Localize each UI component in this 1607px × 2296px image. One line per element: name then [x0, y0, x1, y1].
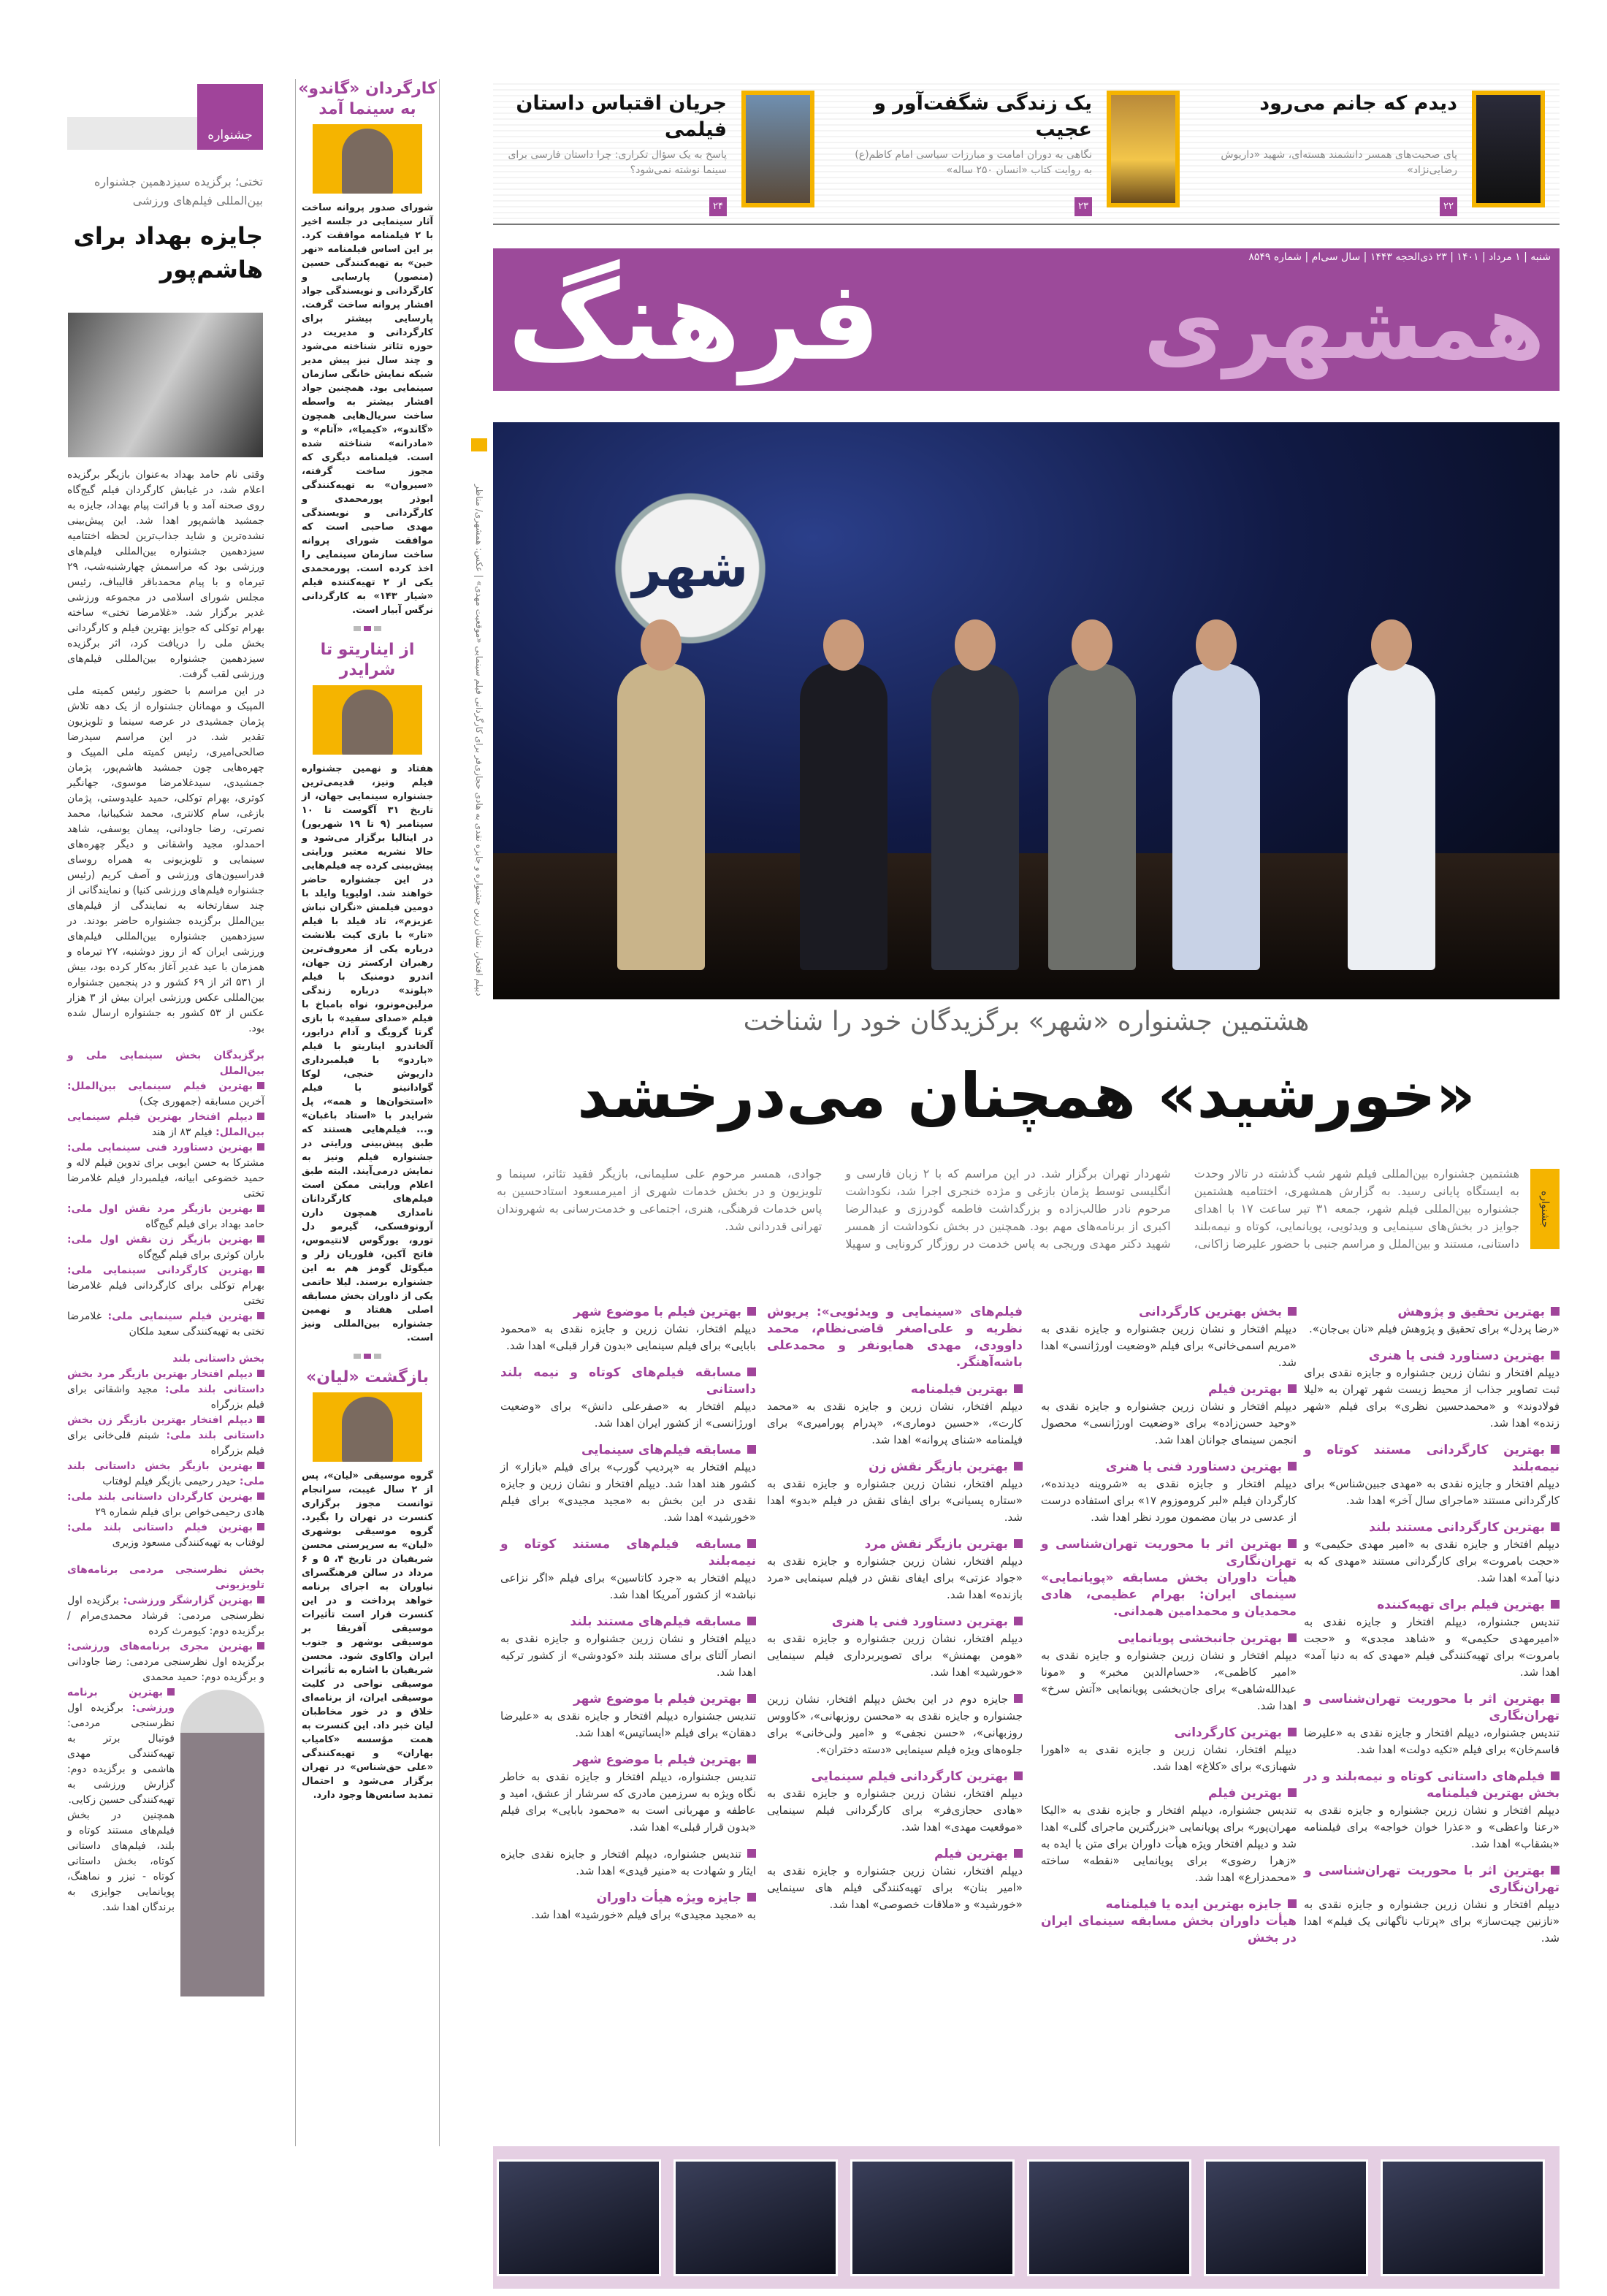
- award-category-label: بهترین بازیگر نقش زن: [869, 1460, 1008, 1474]
- award-text: «رضا پردل» برای تحقیق و پژوهش فیلم «نان بی‌جان».: [1309, 1322, 1560, 1335]
- bullet-square-icon: [1288, 1899, 1297, 1908]
- award-category-label: بهترین کارگردانی: [1174, 1725, 1282, 1740]
- award-text-body: جایزه دوم در این بخش دیپلم افتخار، نشان زرین جشنواره و جایزه نقدی به «محسن روزبهانی»، «کاووس روزبهانی»، «حسن نجفی» و «امیر ولی‌خانی» برای جلوه‌های ویژه فیلم سینمایی «دسته دختران».: [767, 1693, 1023, 1756]
- winner-entry: [67, 1459, 264, 1490]
- award-category-label: بهترین فیلم برای تهیه‌کننده: [1377, 1598, 1545, 1612]
- person-figure: [342, 129, 393, 194]
- winner-entry: [67, 1490, 264, 1520]
- award-text: دیپلم افتخار، نشان زرین جشنواره و جایزه نقدی به «هادی حجازی‌فر» برای کارگردانی فیلم سینمایی «موقعیت مهدی» اهدا شد.: [767, 1787, 1023, 1834]
- teaser-desc: پای صحبت‌های همسر دانشمند هسته‌ای، شهید «داریوش رضایی‌نژاد»: [1221, 149, 1457, 176]
- teaser-title: جریان اقتباس داستان فیلمی: [516, 92, 727, 141]
- award-category-label: فیلم‌های داستانی کوتاه و نیمه‌بلند و در بخش بهترین فیلمنامه: [1304, 1769, 1560, 1801]
- awards-column: [500, 1304, 756, 1934]
- sidebar-story: [296, 79, 439, 617]
- sidebar-story-photo: [313, 1392, 422, 1462]
- sidebar: [296, 79, 439, 1802]
- award-category-label: مسابقه فیلم‌های مستند کوتاه و نیمه‌بلند: [500, 1537, 756, 1568]
- logo-hamshahri: همشهری: [1143, 278, 1545, 379]
- award-category: [1041, 1304, 1297, 1321]
- award-text: دیپلم افتخار و نشان زرین جشنواره و جایزه نقدی به «امیر کاظمی»، «حسام‌الدین مخبر» و «مونا عبدالله‌شاهی» برای جان‌بخشی پویانمایی «آتش سرخ» اهدا شد.: [1041, 1649, 1297, 1712]
- ceremony-photo: [1204, 2159, 1368, 2276]
- award-item: [1304, 1304, 1560, 1338]
- person-figure: [931, 663, 1019, 970]
- bullet-square-icon: [1014, 1849, 1023, 1858]
- award-text: دیپلم افتخار و نشان زرین جشنواره و جایزه نقدی به «نازنین چیت‌ساز» برای «پرتاب ناگهانی یک فیلم» اهدا شد.: [1304, 1898, 1560, 1945]
- award-category-label: بهترین تحقیق و پژوهش: [1397, 1305, 1545, 1319]
- bullet-square-icon: [1551, 1694, 1560, 1703]
- jury-text: فیلم‌های «سینمایی و ویدئویی»: پریوش نظریه و علی‌اصغر قاضی‌نظام، محمد داوودی، مهدی همایونفر و محمدعلی باشه‌آهنگر.: [767, 1305, 1023, 1370]
- page-number-badge: ۲۳: [1074, 197, 1092, 216]
- awards-column: [1041, 1304, 1297, 1957]
- award-item: [500, 1890, 756, 1923]
- winner-category: دیپلم افتخار بهترین فیلم سینمایی بین‌الملل:: [67, 1111, 264, 1138]
- award-item: [500, 1365, 756, 1432]
- person-figure: [617, 663, 705, 970]
- award-category-label: بهترین کارگردانی مستند بلند: [1369, 1520, 1545, 1535]
- bullet-square-icon: [1014, 1771, 1023, 1780]
- award-text: دیپلم افتخار، نشان زرین و جایزه نقدی به «محمد کارت»، «حسین دوماری»، «پدرام پورامیری» برای فیلمنامه «شنای پروانه» اهدا شد.: [767, 1400, 1023, 1446]
- main-photo: [493, 422, 1560, 999]
- bullet-square-icon: [1551, 1307, 1560, 1316]
- winner-category: بهترین بازیگر زن نقش اول ملی:: [67, 1234, 264, 1246]
- winner-name: باران کوثری برای فیلم گیج‌گاه: [138, 1249, 264, 1261]
- bullet-square-icon: [1551, 1866, 1560, 1874]
- award-category-label: بهترین دستاورد فنی یا هنری: [1368, 1349, 1545, 1363]
- sidebar-story-photo: [313, 124, 422, 194]
- award-category: [500, 1442, 756, 1459]
- award-item: [500, 1691, 756, 1742]
- award-item: [1304, 1442, 1560, 1509]
- award-category-label: بخش بهترین کارگردانی: [1139, 1305, 1282, 1319]
- award-category-label: جایزه بهترین ایده یا فیلمنامه: [1105, 1897, 1282, 1912]
- award-category: [1304, 1519, 1560, 1536]
- award-text: دیپلم افتخار به «پردیپ گورب» برای فیلم «بازار» از کشور هند اهدا شد. دیپلم افتخار و نشان زرین و جایزه نقدی در این بخش به «مجید مجیدی» برای فیلم «خورشید» اهدا شد.: [500, 1460, 756, 1524]
- winner-name: مشترکا به حسن ایوبی برای تدوین فیلم لاله و حمید خضوعی ابیانه، فیلمبردار فیلم غلامرضا تختی: [67, 1157, 264, 1200]
- person-figure: [800, 663, 888, 970]
- bullet-square-icon: [1288, 1384, 1297, 1393]
- award-category: [1041, 1459, 1297, 1476]
- portrait-photo: [180, 1690, 264, 1996]
- winner-entry: [67, 1413, 264, 1459]
- teaser-3[interactable]: [478, 91, 814, 216]
- winner-entry: [67, 1202, 264, 1232]
- person-figure: [1172, 663, 1260, 970]
- teaser-photo: [1107, 91, 1180, 207]
- award-item: [767, 1846, 1023, 1913]
- award-category: [1304, 1691, 1560, 1725]
- award-item: [1041, 1304, 1297, 1371]
- sidebar-story-text: شورای صدور پروانه ساخت آثار سینمایی در جلسه اخیر با ۲ فیلمنامه موافقت کرد. بر این اساس فیلمنامه «نهر خین» به تهیه‌کنندگی حسین (منصور) پارسایی و کارگردانی و نویسندگی جواد افشار پروانه ساخت گرفت. پارسایی بیشتر برای کارگردانی و مدیریت در حوزه تئاتر شناخته می‌شود و چند سال نیز پیش مدیر شبکه نمایش خانگی سازمان سینمایی بود. همچنین جواد افشار بیشتر به واسطه ساخت سریال‌هایی همچون «گاندو»، «کیمیا»، «آتام» و «مادرانه» شناخته شده است. فیلمنامه دیگری که مجوز ساخت گرفته، «سیروان» به تهیه‌کنندگی ابوذر پورمحمدی و کارگردانی و نویسندگی مهدی صاحبی است که موافقت شورای پروانه ساخت سازمان سینمایی را اخذ کرده است. پورمحمدی یکی از ۲ تهیه‌کننده فیلم «شیار ۱۴۳» به کارگردانی نرگس آبیار است.: [302, 202, 433, 616]
- story-kicker: هشتمین جشنواره «شهر» برگزیدگان خود را شناخت: [743, 1007, 1310, 1037]
- winner-category: دیپلم افتخار بهترین بازیگر مرد بخش داستانی بلند ملی:: [67, 1368, 265, 1395]
- winner-entry: [67, 1309, 264, 1340]
- teaser-title: یک زندگی شگفت‌آور و عجیب: [874, 92, 1092, 141]
- award-category: [767, 1614, 1023, 1631]
- winner-category: بهترین کارگردان داستانی بلند ملی:: [67, 1491, 264, 1503]
- award-item: [1041, 1459, 1297, 1526]
- teaser-1[interactable]: [1209, 91, 1545, 216]
- awards-column: [767, 1304, 1023, 1923]
- ceremony-photo: [1381, 2159, 1545, 2276]
- award-category: [767, 1769, 1023, 1785]
- award-category: [500, 1752, 756, 1769]
- award-item: [500, 1442, 756, 1526]
- sidebar-story-text: گروه موسیقی «لیان»، پس از ۲ سال غیبت، سرانجام توانست مجوز برگزاری کنسرت در تهران را بگیرد. گروه موسیقی بوشهری «لیان» به سرپرستی محسن شریفیان در تاریخ ۴، ۵ و ۶ مرداد در سالن فرهنگسرای نیاوران به اجرای برنامه خواهد پرداخت و در این کنسرت قرار است تأثیرات موسیقی آفریقا بر موسیقی بوشهر و جنوب ایران واکاوی شود. محسن شریفیان با اشاره به تأثیرات موسیقی نواحی در کلیت موسیقی ایران، از برنامه‌ای خلاق و در خور مخاطبان لیان خبر داد. این کنسرت به همت مؤسسه «کامیاب بهاران» و تهیه‌کنندگی «علی حق‌شناس» در تهران برگزار می‌شود و احتمال تمدید سانس‌ها وجود دارد.: [302, 1471, 434, 1801]
- teaser-photo: [1472, 91, 1545, 207]
- award-item: [1304, 1597, 1560, 1681]
- dot: [354, 1354, 361, 1359]
- award-text: دیپلم افتخار و نشان زرین جشنواره و جایزه نقدی به «مریم اسمی‌خانی» برای فیلم «وضعیت اورژانسی» اهدا شد.: [1041, 1322, 1297, 1369]
- bullet-square-icon: [1014, 1694, 1023, 1703]
- teaser-band: [493, 79, 1560, 225]
- ceremony-photo: [1027, 2159, 1191, 2276]
- winner-name: مجید واشقانی برای فیلم بزرگراه: [67, 1384, 264, 1411]
- page-number-badge: ۲۲: [1440, 197, 1457, 216]
- award-item: [1304, 1519, 1560, 1587]
- bullet-square-icon: [1551, 1445, 1560, 1454]
- winner-entry: [67, 1263, 264, 1309]
- ceremony-photo: [497, 2159, 661, 2276]
- award-text: به «مجید مجیدی» برای فیلم «خورشید» اهدا شد.: [531, 1908, 756, 1921]
- award-category-label: بهترین بازیگر نقش مرد: [864, 1537, 1008, 1552]
- dot: [374, 626, 381, 631]
- award-category-label: بهترین دستاورد فنی یا هنری: [1105, 1460, 1282, 1474]
- sidebar-story: [296, 1368, 439, 1802]
- award-item: [1304, 1691, 1560, 1758]
- bullet-square-icon: [1551, 1351, 1560, 1359]
- winner-category: بهترین فیلم سینمایی بین‌الملل:: [67, 1080, 264, 1092]
- award-text: تندیس جشنواره، دیپلم افتخار و جایزه نقدی به «الیکا مهران‌پور» برای پویانمایی «بزرگترین ماجرای گلی» اهدا شد و دیپلم افتخار ویژه هیأت داوران برای متن یا ایده به «زهرا رضوی» برای پویانمایی «نقطه» ساخته «محمدزارع» اهدا شد.: [1041, 1804, 1297, 1884]
- masthead: [493, 248, 1560, 391]
- award-text: دیپلم افتخار به «صفرعلی دانش» برای «وضعیت اورژانسی» از کشور ایران اهدا شد.: [500, 1400, 756, 1430]
- award-item: [767, 1381, 1023, 1449]
- person-figure: [342, 690, 393, 755]
- photo-strip: [493, 2146, 1560, 2289]
- sidebar-story-title: از ایناریتو تا شرایدر: [320, 641, 415, 679]
- story-lead: هشتمین جشنواره بین‌المللی فیلم شهر شب گذشته در تالار وحدت به ایستگاه پایانی رسید. به گزارش همشهری، اختتامیه هشتمین جشنواره بین‌المللی فیلم شهر، جمعه ۳۱ تیر ساعت ۱۷ با اهدای جوایز در بخش‌های سینمایی و ویدئویی، پویانمایی، کوتاه و نیمه‌بلند داستانی، مستند و بین‌الملل و مراسم جنبی با حضور علیرضا زاکانی، شهردار تهران برگزار شد. در این مراسم که با ۲ زبان فارسی و انگلیسی توسط پژمان بازغی و مژده خنجری اجرا شد، نکوداشت مرحوم نادر طالب‌زاده و بزرگداشت فاطمه گودرزی و عبدالرضا اکبری از برنامه‌های مهم بود. همچنین در بخش نکوداشت از همسر شهید دکتر مهدی وریجی به پاس خدمت در روزگار کرونایی و سهیلا جوادی، همسر مرحوم علی سلیمانی، بازیگر فقید تئاتر، سینما و تلویزیون و در بخش خدمات شهری از امیرمسعود استادحسین به پاس خدمات فرهنگی، هنری، اجتماعی و خدمت‌رسانی به شهروندان تهرانی قدردانی شد.: [497, 1167, 1519, 1251]
- winner-entry: [67, 1593, 264, 1639]
- award-text: دیپلم افتخار و جایزه نقدی به «شروینه دیدنده»، کارگردان فیلم «لبر کروموزوم ۱۷» برای استفاده درست از عدسی در بیان مضمون مورد نظر اهدا شد.: [1041, 1477, 1297, 1524]
- sidebar-story-title: کارگردان «گاندو» به سینما آمد: [298, 80, 437, 118]
- logo-farhang: فرهنگ: [508, 258, 881, 385]
- award-text: تندیس جشنواره، دیپلم افتخار و جایزه نقدی به «امیرمهدی حکیمی» و «شاهد مجدی» و «حجت بامروت» برای تهیه‌کنندگی فیلم «مهدی که به دنیا آمد» اهدا شد.: [1304, 1615, 1560, 1679]
- award-category-label: بهترین فیلم با موضوع شهر: [573, 1692, 741, 1706]
- award-category: [767, 1459, 1023, 1476]
- award-category-label: بهترین کارگردانی فیلم سینمایی: [811, 1769, 1008, 1784]
- bullet-square-icon: [747, 1368, 756, 1376]
- winner-category: بهترین بازیگر بخش داستانی بلند ملی:: [67, 1460, 264, 1487]
- award-category-label: بهترین فیلم: [934, 1847, 1008, 1861]
- award-category: [500, 1890, 756, 1907]
- award-category-label: بهترین دستاورد فنی یا هنری: [831, 1614, 1008, 1629]
- separator-dots: [296, 626, 439, 631]
- award-text: [500, 1846, 756, 1880]
- award-item: [500, 1614, 756, 1681]
- award-category: [767, 1381, 1023, 1398]
- bullet-square-icon: [1288, 1462, 1297, 1471]
- winner-entry: [67, 1079, 264, 1110]
- award-item: [767, 1769, 1023, 1836]
- award-category: [1041, 1536, 1297, 1570]
- award-category: [1041, 1896, 1297, 1913]
- winner-entry: [67, 1110, 264, 1140]
- article-title: جایزه بهداد برای هاشم‌پور: [73, 222, 263, 283]
- festival-logo-mark: شهر: [632, 538, 749, 598]
- bullet-square-icon: [1288, 1728, 1297, 1736]
- award-category-label: بهترین فیلمنامه: [910, 1382, 1008, 1397]
- award-category: [1304, 1304, 1560, 1321]
- winner-category: بهترین گزارشگر ورزشی:: [123, 1595, 264, 1606]
- sidebar-story-photo: [313, 685, 422, 755]
- award-category: [1304, 1863, 1560, 1896]
- teaser-photo: [741, 91, 814, 207]
- winner-category: بهترین دستاورد فنی سینمایی ملی:: [67, 1142, 264, 1153]
- award-category: [1304, 1442, 1560, 1476]
- award-text: دیپلم افتخار، نشان زرین جشنواره و جایزه نقدی به «هومن بهمنش» برای تصویربرداری فیلم سینمایی «خورشید» اهدا شد.: [767, 1632, 1023, 1679]
- award-text: دیپلم افتخار، نشان زرین جشنواره و جایزه نقدی به «ستاره پسیانی» برای ایفای نقش در فیلم «بدو» اهدا شد.: [767, 1477, 1023, 1524]
- section-tag: جشنواره: [1530, 1169, 1560, 1249]
- winner-name: برگزیده اول نظرسنجی مردمی: فوتبال برتر به تهیه‌کنندگی مهدی هاشمی و برگزیده دوم: گزارش ورزشی به تهیه‌کنندگی حسین زکایی.: [67, 1702, 175, 1806]
- bullet-square-icon: [747, 1445, 756, 1454]
- winner-name: حیدر رحیمی بازیگر فیلم لوفتاب: [102, 1476, 237, 1487]
- award-item: [1041, 1896, 1297, 1947]
- award-category: [1041, 1785, 1297, 1802]
- award-category-label: بهترین کارگردانی مستند کوتاه و نیمه‌بلند: [1304, 1443, 1560, 1474]
- award-category: [1041, 1725, 1297, 1742]
- winner-name: حامد بهداد برای فیلم گیج‌گاه: [145, 1218, 264, 1230]
- winner-name: فیلم ۸۳ از هند: [151, 1126, 213, 1138]
- award-text: دیپلم افتخار و نشان زرین جشنواره و جایزه نقدی برای ثبت تصاویر جذاب از محیط زیست شهر تهران به «لیلا فولادوند» و «محمدحسین نظری» برای فیلم «شهر زنده» اهدا شد.: [1304, 1366, 1560, 1430]
- story-headline: «خورشید» همچنان می‌درخشد: [577, 1060, 1476, 1132]
- award-item: [1041, 1631, 1297, 1715]
- dot: [374, 1354, 381, 1359]
- winner-category: بهترین فیلم داستانی بلند ملی:: [67, 1522, 264, 1533]
- separator-dots: [296, 1354, 439, 1359]
- sidebar-story: [296, 640, 439, 1345]
- award-item: [1304, 1863, 1560, 1947]
- bullet-square-icon: [747, 1307, 756, 1316]
- award-text: [767, 1691, 1023, 1758]
- winner-entry: [67, 1639, 264, 1685]
- bullet-square-icon: [747, 1849, 756, 1858]
- winner-name: بهرام توکلی برای کارگردانی فیلم غلامرضا تختی: [67, 1280, 264, 1307]
- sidebar-story-text: هفتاد و نهمین جشنواره فیلم ونیز، قدیمی‌ترین جشنواره سینمایی جهان، از تاریخ ۳۱ آگوست تا ۱۰ سپتامبر (۹ تا ۱۹ شهریور) در ایتالیا برگزار می‌شود و حالا نشریه معتبر ورایتی پیش‌بینی کرده چه فیلم‌هایی در این جشنواره حاضر خواهند شد. اولیویا وایلد با دومین فیلمش «نگران نباش عزیزم»، تاد فیلد با فیلم «تار» با بازی کیت بلانشت درباره یکی از معروف‌ترین رهبران ارکستر زن جهان، اندرو دومنیک با فیلم «بلوند» درباره زندگی مرلین‌مونرو، نواه بامباخ با فیلم «صدای سفید» با بازی گرتا گرویگ و آدام درایور، آلخاندرو ایناریتو با فیلم «باردو» با فیلمبرداری داریوش خنجی، لوکا گوادانینو با فیلم «استخوان‌ها و همه»، پل شرایدر با «استاد باغبان» و... فیلم‌هایی هستند که طبق پیش‌بینی ورایتی در جشنواره فیلم ونیز به نمایش درمی‌آیند. البته طبق اعلام ورایتی ممکن است فیلم‌های کارگردانان نامداری همچون دارن آرونوفسکی، گیرمو دل تورو، یورگوس لانتیموس، فاتح آکین، فلوریان زلر و میگوئل گومز هم به این جشنواره برسند. لیلا حاتمی یکی از داوران بخش مسابقه اصلی هفتاد و نهمین جشنواره بین‌المللی ونیز است.: [302, 763, 433, 1343]
- award-text: دیپلم افتخار، نشان زرین جشنواره و جایزه نقدی به «جواد عزتی» برای ایفای نقش در فیلم سینمایی «مرد بازنده» اهدا شد.: [767, 1555, 1023, 1601]
- winner-category: دیپلم افتخار بهترین بازیگر زن بخش داستانی بلند ملی:: [67, 1414, 264, 1441]
- bullet-square-icon: [747, 1893, 756, 1902]
- award-item: [767, 1304, 1023, 1371]
- winner-category: بهترین بازیگر مرد نقش اول ملی:: [67, 1203, 264, 1215]
- bullet-square-icon: [1014, 1462, 1023, 1471]
- article-paragraph: وقتی نام حامد بهداد به‌عنوان بازیگر برگزیده اعلام شد، در غیابش کارگردان فیلم گیج‌گاه روی صحنه آمد و با قرائت پیام بهداد، جایزه به جمشید هاشم‌پور اهدا شد. این پیش‌بینی نشده‌ترین و شاید جذاب‌ترین لحظه اختتامیه سیزدهمین جشنواره بین‌المللی فیلم‌های ورزشی بود که مراسمش چهارشنبه‌شب، ۲۹ تیرماه و با پیام محمدباقر قالیباف، رئیس مجلس شورای اسلامی در مجموعه ورزشی غدیر برگزار شد. «غلامرضا تختی» ساخته بهرام توکلی که جوایز بهترین فیلم و کارگردانی بخش ملی را دریافت کرد، اثر برگزیده سیزدهمین جشنواره بین‌المللی فیلم‌های ورزشی لقب گرفت.: [67, 469, 264, 680]
- dot: [354, 626, 361, 631]
- article-photo: [68, 313, 263, 457]
- jury-text: هیأت داوران بخش مسابقه «پویانمایی» سینمای ایران: بهرام عظیمی، هادی محمدیان و محمدامین همدانی.: [1041, 1571, 1297, 1619]
- award-category: [767, 1536, 1023, 1553]
- winner-name: غلامرضا تختی به تهیه‌کنندگی سعید ملکان: [67, 1311, 264, 1338]
- award-category-label: بهترین اثر با محوریت تهران‌شناسی و تهران‌نگاری: [1041, 1537, 1297, 1568]
- article-closing: همچنین در بخش فیلم‌های مستند کوتاه و بلند، فیلم‌های داستانی کوتاه، بخش داستانی کوتاه - تیزر و نماهنگ، پویانمایی جوایزی به برندگان اهدا شد.: [67, 1809, 175, 1913]
- winners-section-title: بخش داستانی بلند: [172, 1353, 264, 1365]
- column-rule: [439, 79, 440, 2146]
- award-item: [767, 1691, 1023, 1758]
- winner-name: لوفتاب به تهیه‌کنندگی مسعود وزیری: [112, 1537, 264, 1549]
- winner-category: بهترین فیلم سینمایی ملی:: [108, 1311, 264, 1322]
- article-paragraph: در این مراسم با حضور رئیس کمیته ملی المپیک و مهمانان جشنواره از یک دهه تلاش پژمان جمشیدی در عرصه سینما و تلویزیون تقدیر شد. در این مراسم سیدرضا صالحی‌امیری، رئیس کمیته ملی المپیک و چهره‌هایی چون جمشید هاشم‌پور، پژمان جمشیدی، سیدغلامرضا موسوی، جهانگیر کوثری، بهرام توکلی، حمید علیدوستی، پژمان بازغی، سام کلانتری، محمد شکیبانیا، محمد نصرتی، رضا جاودانی، پیمان یوسفی، شاهد احمدلو، مجید واشقانی و دیگر چهره‌های سینمایی و تلویزیونی به همراه روسای فدراسیون‌های ورزشی و آصف کریم (رئیس جشنواره فیلم‌های ورزشی کنیا) و نمایندگانی از چند سفارتخانه به نمایندگی از فیلم‌های بین‌الملل برگزیده جشنواره حاضر بودند. در سیزدهمین جشنواره بین‌المللی فیلم‌های ورزشی ایران که از روز دوشنبه، ۲۷ تیرماه و همزمان با عید غدیر آغاز به‌کار کرده بود، بیش از ۵۳۱ اثر از ۶۹ کشور و در پنجمین جشنواره بین‌المللی عکس ورزشی ایران بیش از ۳ هزار عکس از ۵۳ کشور به جشنواره ارسال شده بود.: [67, 685, 265, 1034]
- teaser-desc: نگاهی به دوران امامت و مبارزات سیاسی امام کاظم(ع) به روایت کتاب «انسان ۲۵۰ ساله»: [855, 149, 1092, 176]
- award-text: تندیس جشنواره، دیپلم افتخار و جایزه نقدی به خاطر نگاه ویژه به سرزمین مادری که سرشار از عشق، امید و عاطفه و مهربانی است به «محمود بابایی» برای فیلم «بدون قرار قبلی» اهدا شد.: [500, 1770, 756, 1834]
- article-kicker: تختی؛ برگزیده سیزدهمین جشنواره بین‌المللی فیلم‌های ورزشی: [94, 175, 263, 207]
- award-item: [767, 1614, 1023, 1681]
- caption-marker: [471, 438, 487, 451]
- award-text: تندیس جشنواره دیپلم افتخار و جایزه نقدی به «علیرضا دهقان» برای فیلم «ایساتیس» اهدا شد.: [500, 1709, 756, 1739]
- winners-section-title: برگزیدگان بخش سینمایی ملی و بین‌الملل: [67, 1050, 264, 1077]
- bullet-square-icon: [1288, 1307, 1297, 1316]
- award-category-label: بهترین اثر با محوریت تهران‌شناسی و تهران‌نگاری: [1304, 1864, 1560, 1895]
- award-item: [500, 1752, 756, 1836]
- award-item: [500, 1536, 756, 1603]
- winner-name: هادی رحیمی‌خواص برای فیلم شماره ۲۹: [95, 1506, 264, 1518]
- article-body: [67, 468, 264, 2001]
- teaser-desc: پاسخ به یک سؤال تکراری: چرا داستان فارسی برای سینما نوشته نمی‌شود؟: [508, 149, 727, 176]
- jury-text: هیأت داوران بخش مسابقه سینمای ایران در بخش: [1041, 1914, 1297, 1945]
- bullet-square-icon: [1014, 1539, 1023, 1548]
- award-item: [500, 1846, 756, 1880]
- award-text: دیپلم افتخار، نشان زرین جشنواره و جایزه نقدی به «امیر بنان» برای تهیه‌کنندگی فیلم های سینمایی «خورشید» و «ملاقات خصوصی» اهدا شد.: [767, 1864, 1023, 1911]
- award-category-label: بهترین فیلم با موضوع شهر: [573, 1752, 741, 1767]
- sidebar-story-title: بازگشت «لیان»: [305, 1368, 430, 1387]
- winner-name: شبنم قلی‌خانی برای فیلم بزرگراه: [67, 1430, 264, 1457]
- teaser-2[interactable]: [844, 91, 1180, 216]
- award-item: [1041, 1725, 1297, 1775]
- winner-category: بهترین کارگردانی سینمایی ملی:: [67, 1265, 264, 1276]
- award-category: [1304, 1597, 1560, 1614]
- award-text: دیپلم افتخار، نشان زرین و جایزه نقدی به «اهورا شهبازی» برای «کلاغ» اهدا شد.: [1041, 1743, 1297, 1773]
- ceremony-photo: [673, 2159, 838, 2276]
- award-category-label: مسابقه فیلم‌های مستند بلند: [570, 1614, 741, 1629]
- award-category-label: بهترین اثر با محوریت تهران‌شناسی و تهران‌نگاری: [1304, 1692, 1560, 1723]
- award-text: دیپلم افتخار به «جرد کاتاسین» برای فیلم «اگر نزاعی نباشد» از کشور آمریکا اهدا شد.: [500, 1571, 756, 1601]
- award-text: دیپلم افتخار، نشان زرین و جایزه نقدی به «محمود بابایی» برای فیلم سینمایی «بدون قرار قبلی» اهدا شد.: [500, 1322, 756, 1352]
- award-category: [500, 1614, 756, 1631]
- award-text: دیپلم افتخار و جایزه نقدی به «مهدی جبین‌شناس» برای کارگردانی مستند «ماجرای سال آخر» اهدا شد.: [1304, 1477, 1560, 1507]
- award-item: [1041, 1785, 1297, 1886]
- award-category-label: مسابقه فیلم‌های سینمایی: [581, 1443, 741, 1457]
- award-category: [1041, 1631, 1297, 1647]
- dot: [364, 626, 371, 631]
- award-category-label: مسابقه فیلم‌های کوتاه و نیمه بلند داستانی: [500, 1365, 756, 1397]
- award-category-label: بهترین فیلم با موضوع شهر: [573, 1305, 741, 1319]
- person-figure: [1348, 663, 1435, 970]
- award-text-body: تندیس جشنواره، دیپلم افتخار و جایزه نقدی جایزه ایثار و شهادت به «منیر قیدی» اهدا شد.: [500, 1847, 756, 1877]
- dot: [364, 1354, 371, 1359]
- bullet-square-icon: [747, 1539, 756, 1548]
- award-category: [767, 1846, 1023, 1863]
- winner-entry: [67, 1232, 264, 1263]
- bullet-square-icon: [747, 1755, 756, 1763]
- award-item: [500, 1304, 756, 1354]
- bullet-square-icon: [1551, 1522, 1560, 1531]
- award-category: [500, 1365, 756, 1398]
- bullet-square-icon: [1288, 1633, 1297, 1642]
- ceremony-photo: [850, 2159, 1015, 2276]
- award-item: [1304, 1348, 1560, 1432]
- bullet-square-icon: [747, 1617, 756, 1625]
- bullet-square-icon: [1551, 1600, 1560, 1609]
- award-text: دیپلم افتخار و جایزه نقدی به «امیر مهدی حکیمی» و «حجت بامروت» برای کارگردانی مستند «مهدی که به دنیا آمد» اهدا شد.: [1304, 1538, 1560, 1584]
- award-category: [1041, 1381, 1297, 1398]
- award-category: [500, 1691, 756, 1708]
- bullet-square-icon: [1551, 1771, 1560, 1780]
- award-category-label: جایزه ویژه هیأت داوران: [596, 1891, 741, 1905]
- award-category: [1304, 1348, 1560, 1365]
- award-category: [500, 1536, 756, 1570]
- bullet-square-icon: [1014, 1617, 1023, 1625]
- section-label: جشنواره: [197, 84, 263, 150]
- photo-caption: دیپلم افتخار، نشان زرین جشنواره و جایزه نقدی به هادی حجازی‌فر برای کارگردانی فیلم سینمایی «موقعیت مهدی» | عکس: همشهری/ مناظر: [474, 484, 484, 996]
- bullet-square-icon: [1288, 1539, 1297, 1548]
- winner-name: برگزیده اول نظرسنجی مردمی: رضا جاودانی و برگزیده دوم: حمید محمدی: [67, 1656, 264, 1683]
- award-category: [1304, 1769, 1560, 1802]
- winners-section-title: بخش نظرسنجی مردمی برنامه‌های تلویزیونی: [67, 1564, 264, 1591]
- award-text: دیپلم افتخار و نشان زرین جشنواره و جایزه نقدی به انصار آلتای برای مستند بلند «کودوشی» از کشور ترکیه اهدا شد.: [500, 1632, 756, 1679]
- award-category-label: بهترین فیلم: [1207, 1382, 1282, 1397]
- person-figure: [342, 1397, 393, 1462]
- bullet-square-icon: [1014, 1384, 1023, 1393]
- award-category: [500, 1304, 756, 1321]
- award-item: [1304, 1769, 1560, 1853]
- festival-logo: [603, 481, 778, 656]
- award-item: [767, 1459, 1023, 1526]
- bullet-square-icon: [747, 1694, 756, 1703]
- teaser-title: دیدم که جانم می‌رود: [1259, 92, 1457, 115]
- award-item: [1041, 1536, 1297, 1620]
- award-text: دیپلم افتخار و نشان زرین جشنواره و جایزه نقدی به «رعنا واعظی» و «عذرا خوان خواجه» برای فیلمنامه «بشقاب» اهدا شد.: [1304, 1804, 1560, 1850]
- award-text: دیپلم افتخار و نشان زرین جشنواره و جایزه نقدی به «وحید حسن‌زاده» برای «وضعیت اورژانسی» محصول انجمن سینمای جوانان اهدا شد.: [1041, 1400, 1297, 1446]
- awards-column: [1304, 1304, 1560, 1957]
- winner-entry: [67, 1140, 264, 1202]
- section-bar: [67, 117, 199, 150]
- award-category-label: بهترین فیلم: [1207, 1786, 1282, 1801]
- award-item: [1041, 1381, 1297, 1449]
- winner-entry: [67, 1520, 264, 1551]
- person-figure: [1048, 663, 1136, 970]
- bullet-square-icon: [1288, 1788, 1297, 1797]
- page-number-badge: ۲۴: [709, 197, 727, 216]
- winner-name: برگزیده اول نظرسنجی مردمی: فرشاد محمدی‌مرام / برگزیده دوم: کیومرث کرده: [67, 1595, 264, 1637]
- dateline: شنبه | ۱ مرداد | ۱۴۰۱ | ۲۳ ذی‌الحجه ۱۴۴۳ | سال سی‌ام | شماره ۸۵۴۹: [1248, 251, 1551, 263]
- winner-category: بهترین برنامه ورزشی:: [67, 1687, 175, 1714]
- award-category-label: بهترین جانبخشی پویانمایی: [1118, 1631, 1282, 1646]
- winner-entry: [67, 1367, 264, 1413]
- award-item: [767, 1536, 1023, 1603]
- winner-name: آخرین مسابقه (جمهوری چک): [139, 1096, 264, 1107]
- award-text: تندیس جشنواره، دیپلم افتخار و جایزه نقدی به «علیرضا قاسم‌خان» برای فیلم «تکیه دولت» اهدا شد.: [1304, 1726, 1560, 1756]
- winner-category: بهترین مجری برنامه‌های ورزشی:: [67, 1641, 264, 1652]
